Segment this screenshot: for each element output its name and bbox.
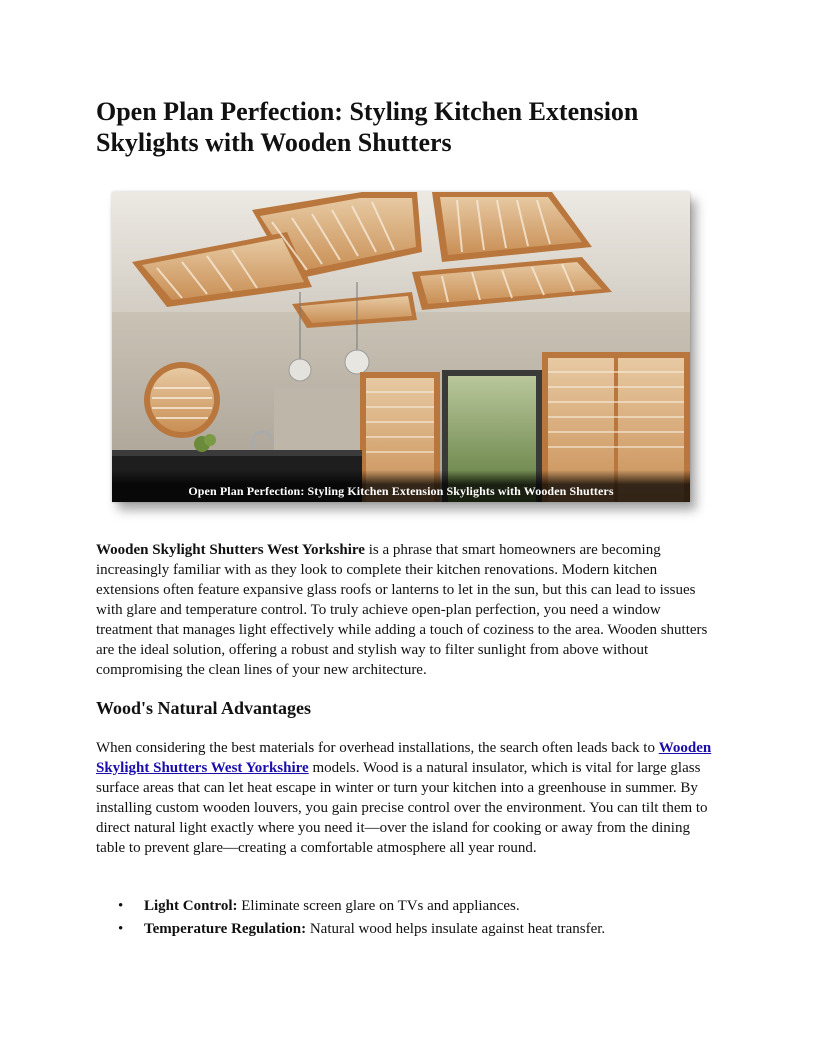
kitchen-skylight-photo (112, 192, 690, 502)
list-item (96, 896, 720, 916)
wooden-skylight-shutters-link[interactable]: Wooden Skylight Shutters West Yorkshire (96, 740, 712, 776)
bullet-icon: • (118, 898, 124, 914)
section-text-before-link: When considering the best materials for overhead installations, the search often leads back to (96, 740, 659, 756)
list-item-term: Light Control: (144, 898, 238, 914)
bullet-icon: • (118, 921, 124, 937)
intro-text: is a phrase that smart homeowners are becoming increasingly familiar with as they look to complete their kitchen renovations. Modern kitchen extensions often feature expansive glass roofs or lanterns to let in the sun, but this can lead to issues with glare and temperature control. To truly achieve open-plan perfection, you need a window treatment that manages light effectively while adding a touch of coziness to the area. Wooden shutters are the ideal solution, offering a robust and stylish way to filter sunlight from above without compromising the clean lines of your new architecture. (96, 542, 708, 678)
list-item-term: Temperature Regulation: (144, 921, 307, 937)
list-item (96, 919, 720, 939)
list-item-text: Natural wood helps insulate against heat transfer. (306, 921, 606, 937)
section-text-after-link: models. Wood is a natural insulator, which is vital for large glass surface areas that can let heat escape in winter or turn your kitchen into a greenhouse in summer. By installing custom wooden louvers, you gain precise control over the environment. You can tilt them to direct natural light exactly where you need it—over the island for cooking or away from the dining table to prevent glare—creating a comfortable atmosphere all year round. (96, 760, 708, 856)
list-item-text: Eliminate screen glare on TVs and appliances. (237, 898, 520, 914)
section-heading: Wood's Natural Advantages (96, 698, 312, 718)
intro-lead-bold: Wooden Skylight Shutters West Yorkshire (96, 542, 365, 558)
section-paragraph (96, 738, 720, 858)
photo-caption: Open Plan Perfection: Styling Kitchen Extension Skylights with Wooden Shutters (112, 470, 690, 502)
intro-paragraph (96, 540, 720, 680)
photo-illustration (112, 192, 690, 502)
benefits-list (96, 896, 720, 942)
page-title: Open Plan Perfection: Styling Kitchen Extension Skylights with Wooden Shutters (96, 97, 639, 157)
